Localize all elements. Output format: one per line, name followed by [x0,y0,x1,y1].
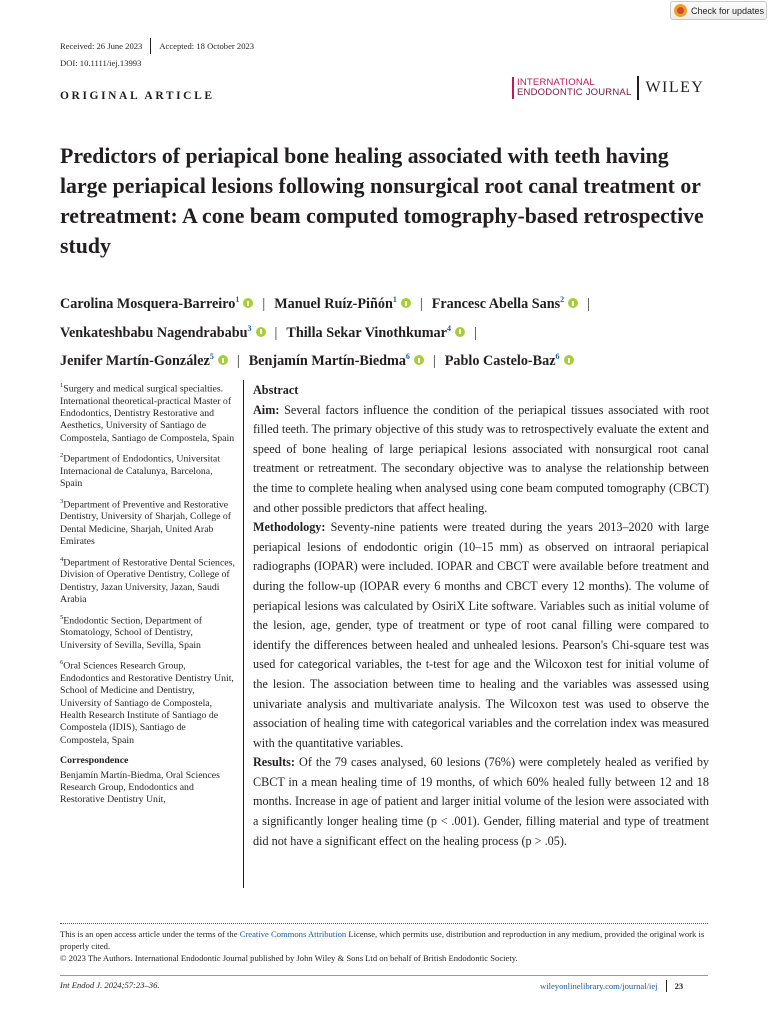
affiliations [60,380,236,812]
orcid-icon[interactable] [401,298,411,308]
article-type: ORIGINAL ARTICLE [60,90,215,102]
orcid-icon[interactable] [256,327,266,337]
author[interactable]: Carolina Mosquera-Barreiro$^1$ [60,296,253,312]
check-for-updates-button[interactable] [670,1,767,20]
journal-name-line2: ENDODONTIC JOURNAL [517,87,632,98]
author[interactable]: Francesc Abella Sans$^2$ [432,296,578,312]
logo-divider [637,76,639,100]
affiliation: $^6$Oral Sciences Research Group, Endodontics and Restorative Dentistry Unit, School of Medicine and Dentistry, University of Santiago de Compostela, Health Research Institute of Santiago de Compostela (IDIS), Santiago de Compostela, Spain [60,659,234,746]
column-divider [243,380,244,888]
orcid-icon[interactable] [414,355,424,365]
correspondence-heading: Correspondence [60,755,129,767]
abstract-aim: Aim: Several factors influence the condition of the periapical tissues associated with root filled teeth. The primary objective of this study was to retrospectively evaluate the extent and speed of bone healing of large periapical lesions associated with nonsurgical root canal treatment or retreatment. The secondary objective was to analyse the relationship between the time to complete healing when analysed using cone beam computed tomography (CBCT) and other possible predictors that affect healing. [253,402,709,515]
journal-url-link[interactable]: wileyonlinelibrary.com/journal/iej [540,981,658,991]
footer-right [540,980,683,992]
article-dates [60,38,254,54]
license-link[interactable]: Creative Commons Attribution [239,929,347,939]
check-updates-label: Check for updates [691,5,765,16]
abstract-results: Results: Of the 79 cases analysed, 60 lesions (76%) were completely healed as verified by CBCT in a mean healing time of 19 months, of which 60% healed fully between 12 and 18 months. Increase in age of patient and larger initial volume of the lesion were associated with a significantly longer healing time (p < .001). Gender, filling material and type of treatment did not have a significant effect on the healing process (p > .05). [253,755,710,848]
doi[interactable]: DOI: 10.1111/iej.13993 [60,58,142,68]
journal-logo-bar [512,77,514,99]
journal-name [517,78,631,98]
affiliation: $^1$Surgery and medical surgical specialties. International theoretical-practical Master of Endodontics, Dentistry Restorative and Aesthetics, University of Santiago de Compostela, Santiago de Compostela, Spain [60,382,235,444]
footer-separator [666,980,667,992]
author[interactable]: Benjamín Martín-Biedma$^6$ [249,353,424,369]
received-date: Received: 26 June 2023 [60,41,143,51]
footer-citation: Int Endod J. 2024;57:23–36. [60,980,160,990]
footer-divider [60,975,708,976]
author-list: Carolina Mosquera-Barreiro$^1$ | Manuel Ruíz-Piñón$^1$ | Francesc Abella Sans$^2$ | Venkateshbabu Nagendrababu$^3$ | Thilla Sekar Vinothkumar$^4$ | Jenifer Martín-González$^5$ | Benjamín Martín-Biedma$^6$ | Pablo Castelo-Baz$^6$ [60,295,591,369]
author[interactable]: Jenifer Martín-González$^5$ [60,353,228,369]
affiliation: $^3$Department of Preventive and Restorative Dentistry, University of Sharjah, College of Dental Medicine, Sharjah, United Arab Emirates [60,497,232,548]
accepted-date: Accepted: 18 October 2023 [159,41,255,51]
orcid-icon[interactable] [218,355,228,365]
orcid-icon[interactable] [564,355,574,365]
correspondence-text: Benjamín Martín-Biedma, Oral Sciences Research Group, Endodontics and Restorative Dentistry Unit, [60,769,220,806]
publisher-logo: WILEY [645,79,705,96]
abstract-heading: Abstract [253,383,299,397]
affiliation: $^2$Department of Endodontics, Universitat Internacional de Catalunya, Barcelona, Spain [60,452,220,490]
page-number: 23 [674,981,684,991]
author[interactable]: Manuel Ruíz-Piñón$^1$ [274,296,411,312]
orcid-icon[interactable] [243,298,253,308]
abstract-methodology: Methodology: Seventy-nine patients were treated during the years 2013–2020 with large periapical lesions of endodontic origin (10–15 mm) as observed on intraoral periapical radiographs (IOPAR) were included. IOPAR and CBCT were available before treatment and during the follow-up (IOPAR every 6 months and CBCT every 12 months). The volume of periapical lesions was calculated by OsiriX Lite software. Variables such as initial volume of the lesion, age, gender, type of treatment or type of root canal filling were compared to identify the differences between healed and unhealed lesions. Pearson's Chi-square test was used for categorical variables, the t-test for age and the Wilcoxon test for initial volume of the lesion. The association between time to healing and the variables was assessed using univariate analysis and multivariate analysis. The Wilcoxon test was used to observe the association of healing time with categorical variables and the correlation index was measured with the quantitative variables. [253,520,710,750]
affiliation: $^5$Endodontic Section, Department of Stomatology, School of Dentistry, University of Sevilla, Sevilla, Spain [60,613,203,651]
orcid-icon[interactable] [455,327,465,337]
check-updates-icon [674,4,687,17]
author[interactable]: Pablo Castelo-Baz$^6$ [445,353,574,369]
abstract [253,381,709,851]
orcid-icon[interactable] [568,298,578,308]
author[interactable]: Thilla Sekar Vinothkumar$^4$ [286,325,465,341]
date-divider [150,38,151,54]
license-note: This is an open access article under the terms of the Creative Commons Attribution License, which permits use, distribution and reproduction in any medium, provided the original work is properly cited. © 2023 The Authors. International Endodontic Journal published by John Wiley & Sons Ltd on behalf of British Endodontic Society. [60,929,705,963]
copyright: © 2023 The Authors. International Endodontic Journal published by John Wiley & Sons Ltd on behalf of British Endodontic Society. [60,953,518,963]
author[interactable]: Venkateshbabu Nagendrababu$^3$ [60,325,266,341]
journal-logo [512,76,704,100]
article-title: Predictors of periapical bone healing associated with teeth having large periapical lesions following nonsurgical root canal treatment or retreatment: A cone beam computed tomography-based retrospective study [60,144,704,258]
license-divider [60,923,708,924]
journal-name-line1: INTERNATIONAL [517,77,595,88]
affiliation: $^4$Department of Restorative Dental Sciences, Division of Operative Dentistry, College of Dentistry, Jazan University, Jazan, Saudi Arabia [60,555,235,606]
